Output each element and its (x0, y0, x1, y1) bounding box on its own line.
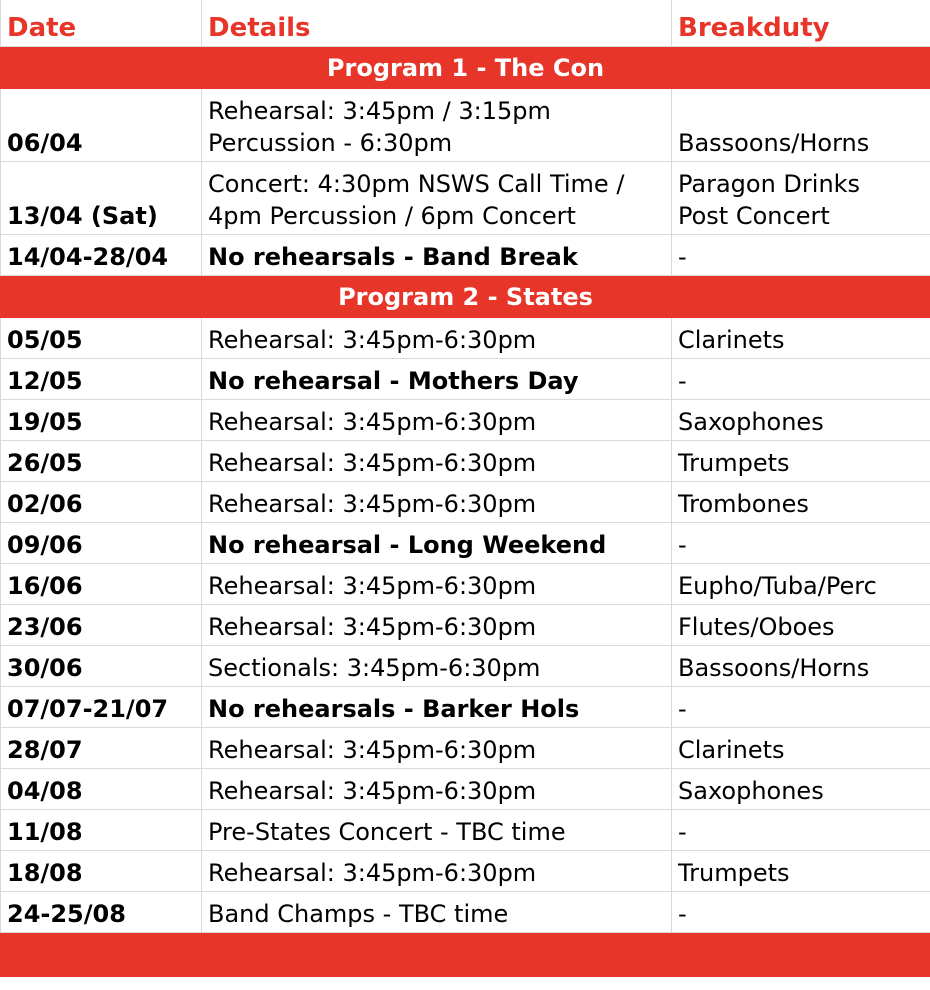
row-breakduty: Trumpets (672, 441, 930, 482)
row-date: 07/07-21/07 (1, 687, 202, 728)
row-date: 30/06 (1, 646, 202, 687)
row-date: 26/05 (1, 441, 202, 482)
row-date: 09/06 (1, 523, 202, 564)
row-details: Band Champs - TBC time (202, 892, 672, 933)
row-date: 24-25/08 (1, 892, 202, 933)
table-row (1, 810, 930, 851)
table-row (1, 235, 930, 276)
table-row (1, 564, 930, 605)
column-header-details: Details (202, 0, 672, 47)
row-breakduty: Flutes/Oboes (672, 605, 930, 646)
table-row (1, 605, 930, 646)
table-row (1, 646, 930, 687)
row-date: 11/08 (1, 810, 202, 851)
row-details: Sectionals: 3:45pm-6:30pm (202, 646, 672, 687)
section-header-program-1 (1, 47, 930, 89)
row-breakduty: Clarinets (672, 318, 930, 359)
row-details: Pre-States Concert - TBC time (202, 810, 672, 851)
section-title: Program 1 - The Con (1, 47, 930, 89)
column-header-breakduty: Breakduty (672, 0, 930, 47)
row-date: 23/06 (1, 605, 202, 646)
row-breakduty: - (672, 810, 930, 851)
row-breakduty: Trombones (672, 482, 930, 523)
row-breakduty: Bassoons/Horns (672, 646, 930, 687)
footer-bar (0, 933, 930, 977)
row-breakduty: Bassoons/Horns (672, 89, 930, 162)
table-row (1, 523, 930, 564)
row-details: No rehearsal - Mothers Day (202, 359, 672, 400)
row-details: No rehearsals - Band Break (202, 235, 672, 276)
table-row (1, 728, 930, 769)
row-date: 05/05 (1, 318, 202, 359)
header-row (1, 0, 930, 47)
row-date: 06/04 (1, 89, 202, 162)
table-row (1, 441, 930, 482)
table-row (1, 89, 930, 162)
row-breakduty: Eupho/Tuba/Perc (672, 564, 930, 605)
row-details: Rehearsal: 3:45pm-6:30pm (202, 605, 672, 646)
section-title: Program 2 - States (1, 276, 930, 318)
column-header-date: Date (1, 0, 202, 47)
row-date: 19/05 (1, 400, 202, 441)
row-details: Rehearsal: 3:45pm-6:30pm (202, 441, 672, 482)
table-row (1, 769, 930, 810)
row-details: Rehearsal: 3:45pm-6:30pm (202, 482, 672, 523)
row-date: 18/08 (1, 851, 202, 892)
row-breakduty: - (672, 359, 930, 400)
row-details: Concert: 4:30pm NSWS Call Time / 4pm Percussion / 6pm Concert (202, 162, 672, 235)
row-breakduty: Clarinets (672, 728, 930, 769)
row-details: Rehearsal: 3:45pm-6:30pm (202, 769, 672, 810)
row-details: Rehearsal: 3:45pm-6:30pm (202, 728, 672, 769)
row-date: 28/07 (1, 728, 202, 769)
row-date: 12/05 (1, 359, 202, 400)
row-breakduty: Saxophones (672, 769, 930, 810)
row-breakduty: Saxophones (672, 400, 930, 441)
row-date: 13/04 (Sat) (1, 162, 202, 235)
table-row (1, 687, 930, 728)
row-date: 04/08 (1, 769, 202, 810)
table-row (1, 359, 930, 400)
row-details: Rehearsal: 3:45pm-6:30pm (202, 400, 672, 441)
table-row (1, 482, 930, 523)
row-details: Rehearsal: 3:45pm / 3:15pm Percussion - 6:30pm (202, 89, 672, 162)
row-details: No rehearsal - Long Weekend (202, 523, 672, 564)
row-date: 16/06 (1, 564, 202, 605)
row-breakduty: Paragon Drinks Post Concert (672, 162, 930, 235)
row-details: Rehearsal: 3:45pm-6:30pm (202, 564, 672, 605)
table-row (1, 400, 930, 441)
row-breakduty: - (672, 687, 930, 728)
row-date: 14/04-28/04 (1, 235, 202, 276)
table-row (1, 318, 930, 359)
table-row (1, 851, 930, 892)
row-details: Rehearsal: 3:45pm-6:30pm (202, 318, 672, 359)
table-row (1, 892, 930, 933)
row-details: Rehearsal: 3:45pm-6:30pm (202, 851, 672, 892)
row-date: 02/06 (1, 482, 202, 523)
row-breakduty: - (672, 523, 930, 564)
section-header-program-2 (1, 276, 930, 318)
row-breakduty: Trumpets (672, 851, 930, 892)
row-details: No rehearsals - Barker Hols (202, 687, 672, 728)
row-breakduty: - (672, 892, 930, 933)
table-row (1, 162, 930, 235)
row-breakduty: - (672, 235, 930, 276)
